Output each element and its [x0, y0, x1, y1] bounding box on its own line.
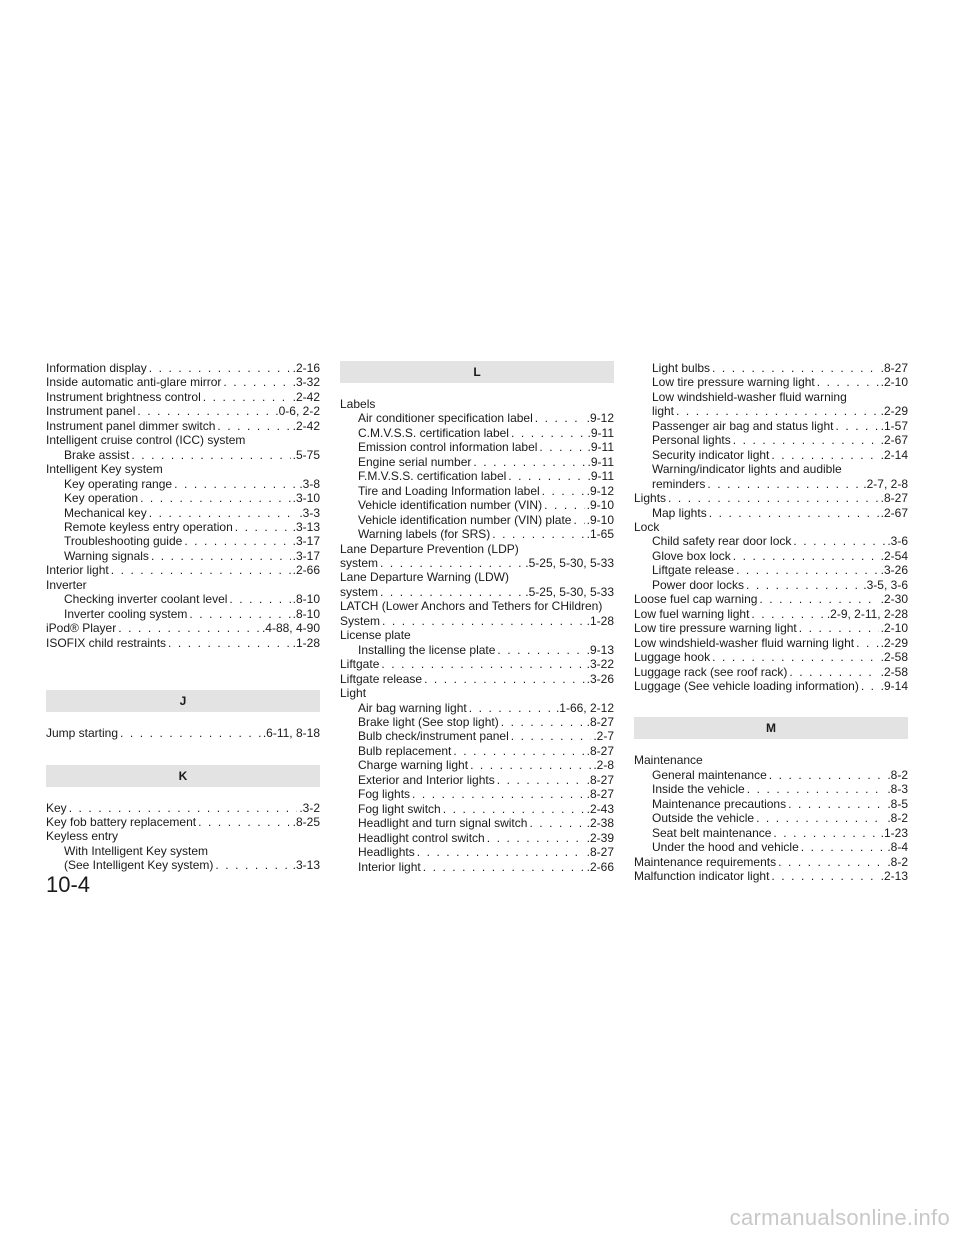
index-subentry: Headlight control switch . . . .2-39: [340, 831, 614, 845]
index-subentry: Child safety rear door lock . . . .3-6: [634, 534, 908, 548]
index-entry: ISOFIX child restraints . . . .1-28: [46, 636, 320, 650]
index-entry: Luggage rack (see roof rack) . . . .2-58: [634, 665, 908, 679]
index-subentry: Inside the vehicle . . . .8-3: [634, 782, 908, 796]
index-subentry: Warning/indicator lights and audible: [652, 462, 842, 477]
section-header-l: L: [340, 361, 614, 383]
index-subentry: Seat belt maintenance . . . .1-23: [634, 826, 908, 840]
index-subentry: Key operation . . . .3-10: [46, 491, 320, 505]
index-heading-entry: Labels: [340, 397, 376, 411]
index-heading-entry: Lane Departure Prevention (LDP): [340, 541, 519, 556]
index-subentry: F.M.V.S.S. certification label . . . .9-11: [340, 469, 614, 483]
index-entry: Instrument brightness control . . . .2-42: [46, 390, 320, 404]
index-subentry: Tire and Loading Information label . . . .9-12: [340, 484, 614, 498]
index-entry: System . . . .1-28: [340, 614, 614, 628]
index-subentry: Headlight and turn signal switch . . . .2-38: [340, 816, 614, 830]
index-subentry: With Intelligent Key system: [64, 843, 209, 858]
index-entry: Luggage hook . . . .2-58: [634, 650, 908, 664]
index-subentry: Headlights . . . .8-27: [340, 845, 614, 859]
index-subentry: Warning signals . . . .3-17: [46, 549, 320, 563]
index-subentry: Exterior and Interior lights . . . .8-27: [340, 773, 614, 787]
index-subentry: General maintenance . . . .8-2: [634, 768, 908, 782]
index-subentry: reminders . . . .2-7, 2-8: [634, 477, 908, 491]
index-subentry: Under the hood and vehicle . . . .8-4: [634, 840, 908, 854]
index-subentry: Vehicle identification number (VIN) . . . .9-10: [340, 498, 614, 512]
index-subentry: Emission control information label . . . .9-11: [340, 440, 614, 454]
index-entry: Instrument panel dimmer switch . . . .2-42: [46, 419, 320, 433]
index-subentry: Engine serial number . . . .9-11: [340, 455, 614, 469]
index-entry: Luggage (See vehicle loading information) . . . .9-14: [634, 679, 908, 693]
index-entry: system . . . .5-25, 5-30, 5-33: [340, 556, 614, 570]
index-subentry: Maintenance precautions . . . .8-5: [634, 797, 908, 811]
page-number: 10-4: [46, 872, 91, 897]
index-heading-entry: Keyless entry: [46, 829, 119, 844]
index-column-2: [340, 361, 614, 874]
index-entry: iPod® Player . . . .4-88, 4-90: [46, 621, 320, 635]
index-entry: Instrument panel . . . .0-6, 2-2: [46, 404, 320, 418]
index-subentry: Personal lights . . . .2-67: [634, 433, 908, 447]
index-entry: Low fuel warning light . . . .2-9, 2-11, 2-28: [634, 607, 908, 621]
index-subentry: Bulb replacement . . . .8-27: [340, 744, 614, 758]
index-column-3: [634, 361, 908, 884]
index-entry: Liftgate release . . . .3-26: [340, 672, 614, 686]
index-subentry: Liftgate release . . . .3-26: [634, 563, 908, 577]
index-entry: Jump starting . . . .6-11, 8-18: [46, 726, 320, 740]
index-heading-entry: Lock: [634, 519, 660, 534]
index-subentry: Brake light (See stop light) . . . .8-27: [340, 715, 614, 729]
index-subentry: Inverter cooling system . . . .8-10: [46, 607, 320, 621]
index-heading-entry: Inverter: [46, 577, 87, 592]
index-column-1: [46, 361, 320, 873]
watermark: carmanualsonline.info: [729, 1205, 950, 1230]
index-entry: Loose fuel cap warning . . . .2-30: [634, 592, 908, 606]
index-subentry: Interior light . . . .2-66: [340, 860, 614, 874]
index-entry: Key . . . .3-2: [46, 801, 320, 815]
index-subentry: Mechanical key . . . .3-3: [46, 506, 320, 520]
section-header-k: K: [46, 765, 320, 787]
index-subentry: Low windshield-washer fluid warning: [652, 389, 847, 404]
index-subentry: Security indicator light . . . .2-14: [634, 448, 908, 462]
index-heading-entry: Intelligent Key system: [46, 462, 163, 477]
index-subentry: Vehicle identification number (VIN) plate . . . .9-10: [340, 513, 614, 527]
section-header-m: M: [634, 717, 908, 739]
index-heading-entry: LATCH (Lower Anchors and Tethers for CHildren): [340, 599, 603, 614]
index-subentry: Light bulbs . . . .8-27: [634, 361, 908, 375]
index-subentry: Fog light switch . . . .2-43: [340, 802, 614, 816]
index-entry: Information display . . . .2-16: [46, 361, 320, 375]
index-entry: Malfunction indicator light . . . .2-13: [634, 869, 908, 883]
section-header-j: J: [46, 690, 320, 712]
index-entry: system . . . .5-25, 5-30, 5-33: [340, 585, 614, 599]
index-subentry: light . . . .2-29: [634, 404, 908, 418]
index-entry: Maintenance requirements . . . .8-2: [634, 855, 908, 869]
index-subentry: C.M.V.S.S. certification label . . . .9-11: [340, 426, 614, 440]
index-heading-entry: Maintenance: [634, 753, 703, 768]
index-subentry: Power door locks . . . .3-5, 3-6: [634, 578, 908, 592]
index-subentry: Key operating range . . . .3-8: [46, 477, 320, 491]
index-subentry: Map lights . . . .2-67: [634, 506, 908, 520]
index-subentry: Low tire pressure warning light . . . .2-10: [634, 375, 908, 389]
index-heading-entry: Light: [340, 686, 367, 701]
index-entry: Low windshield-washer fluid warning light . . . .2-29: [634, 636, 908, 650]
index-subentry: Brake assist . . . .5-75: [46, 448, 320, 462]
index-subentry: Fog lights . . . .8-27: [340, 787, 614, 801]
index-subentry: Troubleshooting guide . . . .3-17: [46, 534, 320, 548]
index-subentry: Checking inverter coolant level . . . .8-10: [46, 592, 320, 606]
index-subentry: Installing the license plate . . . .9-13: [340, 643, 614, 657]
index-subentry: Outside the vehicle . . . .8-2: [634, 811, 908, 825]
index-entry: Low tire pressure warning light . . . .2-10: [634, 621, 908, 635]
index-subentry: Remote keyless entry operation . . . .3-13: [46, 520, 320, 534]
index-heading-entry: Lane Departure Warning (LDW): [340, 570, 509, 585]
index-subentry: Warning labels (for SRS) . . . .1-65: [340, 527, 614, 541]
index-subentry: Passenger air bag and status light . . . .1-57: [634, 419, 908, 433]
index-subentry: Glove box lock . . . .2-54: [634, 549, 908, 563]
index-subentry: Bulb check/instrument panel . . . .2-7: [340, 729, 614, 743]
index-heading-entry: Intelligent cruise control (ICC) system: [46, 433, 246, 448]
index-entry: Key fob battery replacement . . . .8-25: [46, 815, 320, 829]
index-entry: Interior light . . . .2-66: [46, 563, 320, 577]
index-subentry: Charge warning light . . . .2-8: [340, 758, 614, 772]
index-entry: Inside automatic anti-glare mirror . . . .3-32: [46, 375, 320, 389]
index-subentry: Air bag warning light . . . .1-66, 2-12: [340, 701, 614, 715]
index-entry: Lights . . . .8-27: [634, 491, 908, 505]
index-heading-entry: License plate: [340, 628, 411, 643]
index-subentry: (See Intelligent Key system) . . . .3-13: [46, 858, 320, 872]
index-subentry: Air conditioner specification label . . . .9-12: [340, 411, 614, 425]
index-entry: Liftgate . . . .3-22: [340, 657, 614, 671]
